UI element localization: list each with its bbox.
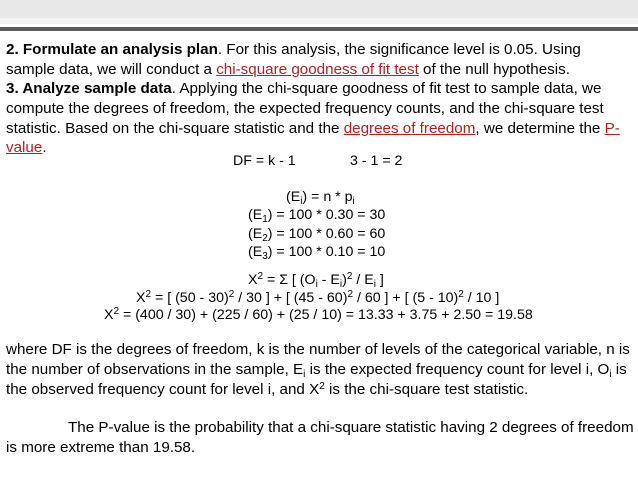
analyze-text-2: , we determine the [475, 119, 605, 137]
slide-top-band [0, 0, 638, 18]
gof-test-link[interactable]: chi-square goodness of fit test [216, 60, 419, 78]
expected-formula: $(E_i) = n * p_i$ [286, 189, 355, 207]
p-value-paragraph: The P-value is the probability that a chi-square statistic having 2 degrees of freedom is more extreme than 19.58. [6, 419, 634, 456]
plan-text-2: of the null hypothesis. [418, 60, 570, 78]
definitions-paragraph: where DF is the degrees of freedom, k is the number of levels of the categorical variable, n is the number of observations in the sample, $E_i$ is the expected frequency count for level i, $O_i$ is the observed frequency count for level i, and $X^2$ is the chi-square test statistic. [6, 341, 630, 398]
chi-square-result: $X^2 = (400 / 30) + (225 / 60) + (25 / 10) = 13.33 + 3.75 + 2.50 = 19.58$ [104, 306, 533, 323]
plan-text-1: . For this analysis, the significance level is 0.05. Using sample data, we will conduct a [6, 41, 581, 78]
analyze-text-1: . Applying the chi-square goodness of fit test to sample data, we compute the degrees of freedom, the expected frequency counts, and the chi-square test statistic. Based on the chi-square statistic and the [6, 80, 604, 137]
expected-e2: $(E_2) = 100 * 0.60 = 60$ [248, 226, 386, 244]
p-value-link[interactable]: P-value [6, 119, 620, 157]
chi-square-formula: $X^2 = \Sigma$ [ $(O_i - E_i)^2 / E_i$ ] [248, 271, 384, 290]
chi-square-substitution: $X^2$ = [ (50 - 30)$^2$ / 30 ] + [ (45 - 60)$^2$ / 60 ] + [ (5 - 10)$^2$ / 10 ] [136, 289, 500, 306]
df-formula: DF = k - 1 [233, 153, 296, 169]
expected-e3: $(E_3) = 100 * 0.10 = 10$ [248, 244, 386, 262]
plan-heading: 2. Formulate an analysis plan [6, 41, 218, 58]
slide-top-band-light [0, 18, 638, 24]
slide-divider [0, 27, 638, 31]
plan-paragraph [6, 40, 634, 80]
df-value: 3 - 1 = 2 [350, 153, 403, 169]
degrees-of-freedom-link[interactable]: degrees of freedom [343, 119, 476, 137]
analyze-text-3: . [42, 139, 47, 157]
analyze-paragraph [6, 79, 634, 158]
analyze-heading: 3. Analyze sample data [6, 80, 172, 97]
expected-e1: $(E_1) = 100 * 0.30 = 30$ [248, 207, 386, 225]
